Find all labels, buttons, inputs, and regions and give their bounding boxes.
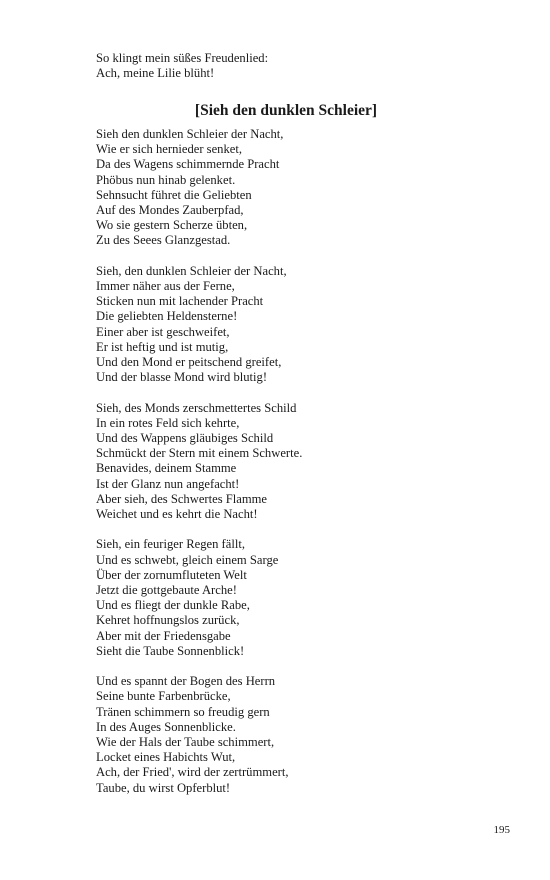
intro-verse: [96, 51, 476, 81]
verse-line: Schmückt der Stern mit einem Schwerte.: [96, 446, 303, 461]
verse-line: Sieh, ein feuriger Regen fällt,: [96, 537, 245, 552]
verse-line: Die geliebten Heldensterne!: [96, 309, 238, 324]
verse-line: Da des Wagens schimmernde Pracht: [96, 157, 280, 172]
stanza-5: [96, 674, 476, 796]
verse-line: So klingt mein süßes Freudenlied:: [96, 51, 269, 65]
verse-line: Taube, du wirst Opferblut!: [96, 780, 231, 795]
verse-line: Tränen schimmern so freudig gern: [96, 704, 270, 719]
verse-line: Und es spannt der Bogen des Herrn: [96, 674, 276, 689]
verse-line: Und der blasse Mond wird blutig!: [96, 370, 268, 385]
verse-line: Jetzt die gottgebaute Arche!: [96, 583, 237, 598]
verse-line: Wie er sich hernieder senket,: [96, 142, 243, 157]
verse-line: Sehnsucht führet die Geliebten: [96, 187, 252, 202]
stanza-1: [96, 127, 476, 249]
stanza-3: [96, 401, 476, 523]
verse-line: Wo sie gestern Scherze übten,: [96, 218, 248, 233]
verse-line: Und es schwebt, gleich einem Sarge: [96, 552, 279, 567]
verse-line: Wie der Hals der Taube schimmert,: [96, 735, 275, 750]
verse-line: Weichet und es kehrt die Nacht!: [96, 507, 258, 522]
verse-line: Er ist heftig und ist mutig,: [96, 339, 229, 354]
verse-line: Sieh den dunklen Schleier der Nacht,: [96, 127, 284, 141]
verse-line: Ach, meine Lilie blüht!: [96, 66, 215, 81]
stanza-4: [96, 537, 476, 659]
verse-line: Und den Mond er peitschend greifet,: [96, 355, 282, 370]
verse-line: Benavides, deinem Stamme: [96, 461, 237, 476]
verse-line: Und es fliegt der dunkle Rabe,: [96, 598, 250, 613]
verse-line: Immer näher aus der Ferne,: [96, 279, 235, 294]
verse-line: Sticken nun mit lachender Pracht: [96, 294, 264, 309]
verse-line: Sieh, den dunklen Schleier der Nacht,: [96, 263, 287, 278]
verse-line: Und des Wappens gläubiges Schild: [96, 431, 274, 446]
verse-line: Auf des Mondes Zauberpfad,: [96, 203, 244, 218]
verse-line: Ach, der Fried', wird der zertrümmert,: [96, 765, 289, 780]
verse-line: Aber mit der Friedensgabe: [96, 628, 231, 643]
verse-line: Sieht die Taube Sonnenblick!: [96, 643, 245, 658]
verse-line: Sieh, des Monds zerschmettertes Schild: [96, 400, 297, 415]
verse-line: Einer aber ist geschweifet,: [96, 324, 230, 339]
verse-line: Ist der Glanz nun angefacht!: [96, 476, 240, 491]
verse-line: Kehret hoffnungslos zurück,: [96, 613, 240, 628]
verse-line: In ein rotes Feld sich kehrte,: [96, 415, 240, 430]
poem-title: [Sieh den dunklen Schleier]: [194, 102, 378, 119]
poem-body: [96, 127, 476, 796]
verse-line: Phöbus nun hinab gelenket.: [96, 172, 236, 187]
verse-line: In des Auges Sonnenblicke.: [96, 719, 236, 734]
verse-line: Aber sieh, des Schwertes Flamme: [96, 491, 268, 506]
verse-line: Über der zornumfluteten Welt: [96, 567, 247, 582]
verse-line: Seine bunte Farbenbrücke,: [96, 689, 231, 704]
verse-line: Locket eines Habichts Wut,: [96, 750, 236, 765]
verse-line: Zu des Seees Glanzgestad.: [96, 233, 231, 248]
page-number: 195: [493, 824, 510, 836]
stanza-2: [96, 264, 476, 386]
